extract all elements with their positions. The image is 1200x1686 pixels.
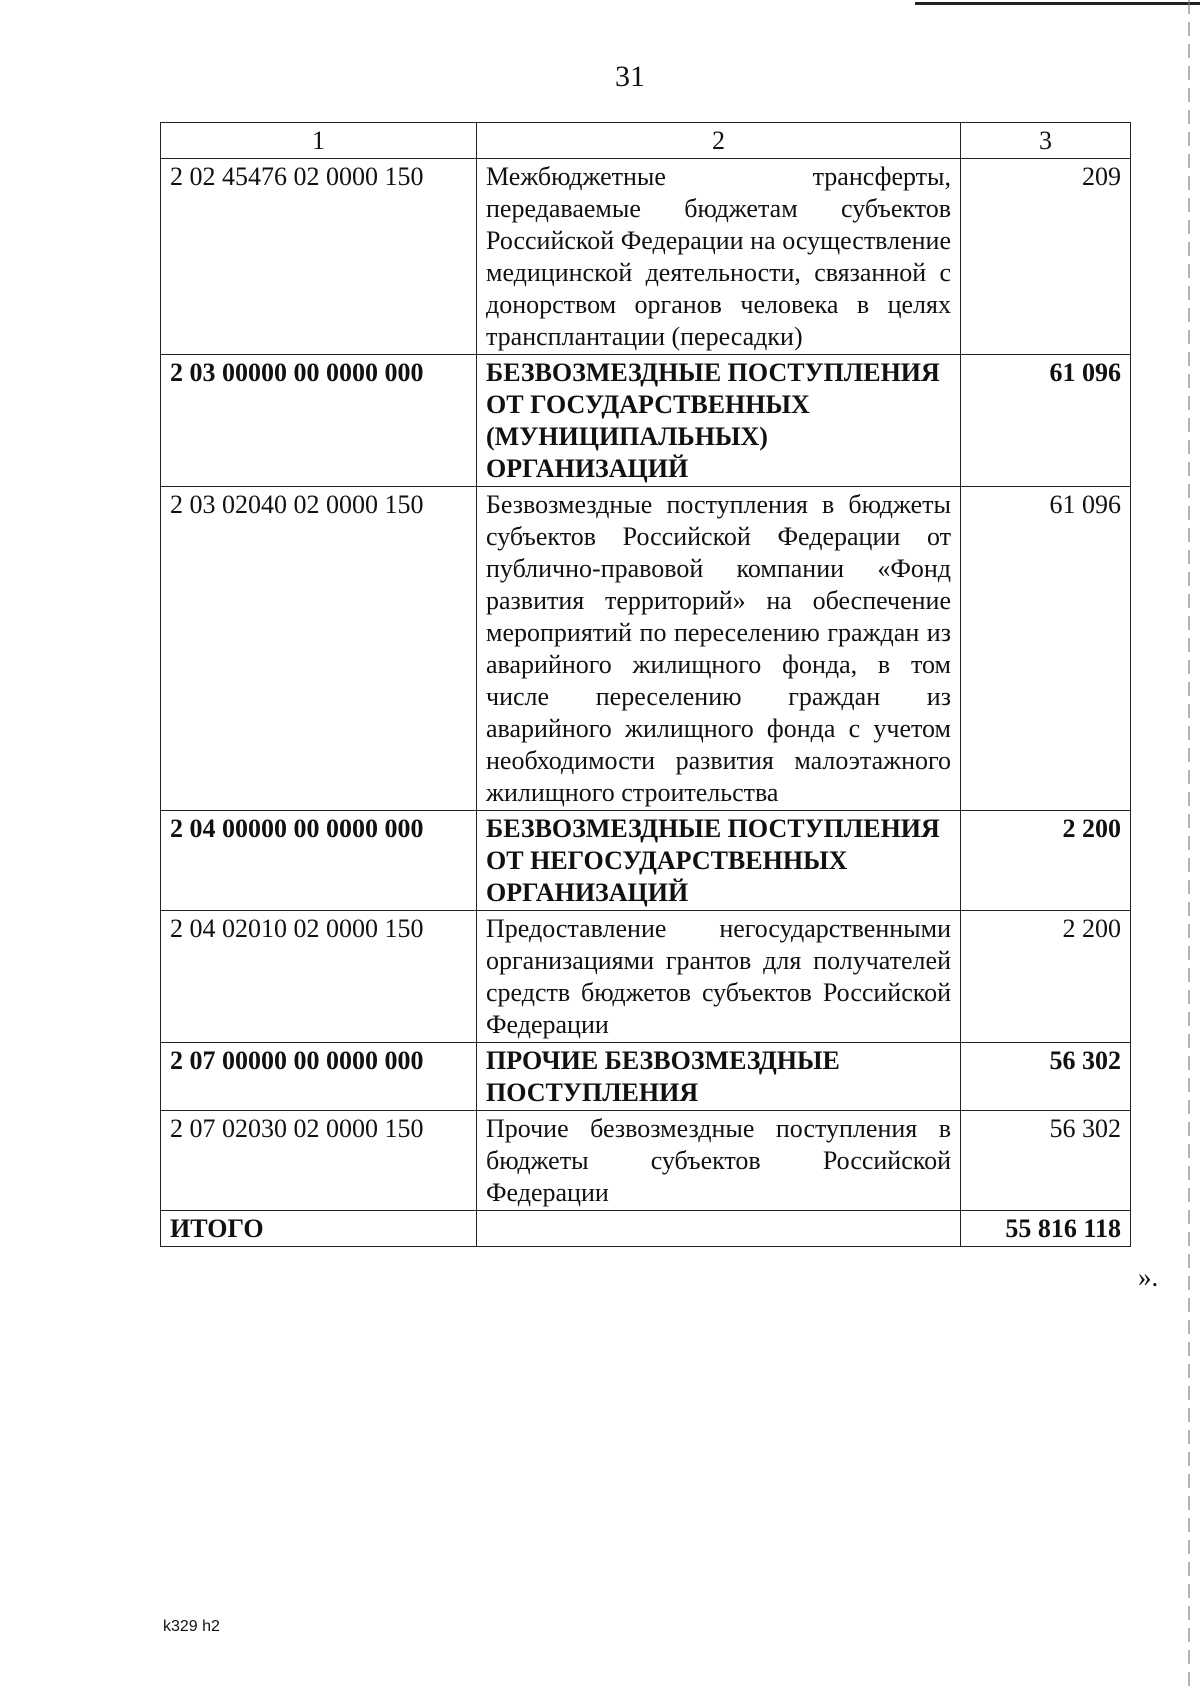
table-total-row — [161, 1211, 1131, 1247]
table-row — [161, 1111, 1131, 1211]
total-label: ИТОГО — [161, 1211, 477, 1247]
column-header-amount: 3 — [961, 123, 1131, 159]
row-name: Предоставление негосударственными организациями грантов для получателей средств бюджетов субъектов Российской Федерации — [477, 911, 961, 1043]
row-name: Безвозмездные поступления в бюджеты субъектов Российской Федерации от публично-правовой компании «Фонд развития территорий» на обеспечение мероприятий по переселению граждан из аварийного жилищного фонда, в том числе переселению граждан из аварийного жилищного фонда с учетом необходимости развития малоэтажного жилищного строительства — [477, 487, 961, 811]
column-header-name: 2 — [477, 123, 961, 159]
footer-code: k329 h2 — [163, 1618, 220, 1635]
closing-quote-mark: ». — [1138, 1262, 1159, 1292]
row-amount: 61 096 — [961, 355, 1131, 487]
scan-edge-line — [1188, 0, 1190, 1686]
row-amount: 2 200 — [961, 911, 1131, 1043]
top-edge-rule — [915, 2, 1200, 5]
column-header-code: 1 — [161, 123, 477, 159]
page-number: 31 — [615, 60, 645, 93]
budget-revenue-table — [160, 122, 1131, 1247]
table-header-row — [161, 123, 1131, 159]
table-row-section — [161, 355, 1131, 487]
row-amount: 61 096 — [961, 487, 1131, 811]
row-amount: 209 — [961, 159, 1131, 355]
table-row — [161, 911, 1131, 1043]
total-amount: 55 816 118 — [961, 1211, 1131, 1247]
row-amount: 56 302 — [961, 1043, 1131, 1111]
row-code: 2 04 02010 02 0000 150 — [161, 911, 477, 1043]
table-row — [161, 487, 1131, 811]
row-amount: 2 200 — [961, 811, 1131, 911]
row-name: Межбюджетные трансферты, передаваемые бюджетам субъектов Российской Федерации на осуществление медицинской деятельности, связанной с донорством органов человека в целях трансплантации (пересадки) — [477, 159, 961, 355]
row-code: 2 07 02030 02 0000 150 — [161, 1111, 477, 1211]
row-code: 2 03 00000 00 0000 000 — [161, 355, 477, 487]
table-row — [161, 159, 1131, 355]
row-amount: 56 302 — [961, 1111, 1131, 1211]
row-name: ПРОЧИЕ БЕЗВОЗМЕЗДНЫЕ ПОСТУПЛЕНИЯ — [477, 1043, 961, 1111]
row-code: 2 04 00000 00 0000 000 — [161, 811, 477, 911]
total-empty-cell — [477, 1211, 961, 1247]
row-code: 2 02 45476 02 0000 150 — [161, 159, 477, 355]
row-name: БЕЗВОЗМЕЗДНЫЕ ПОСТУПЛЕНИЯ ОТ НЕГОСУДАРСТВЕННЫХ ОРГАНИЗАЦИЙ — [477, 811, 961, 911]
row-name: Прочие безвозмездные поступления в бюджеты субъектов Российской Федерации — [477, 1111, 961, 1211]
row-name: БЕЗВОЗМЕЗДНЫЕ ПОСТУПЛЕНИЯ ОТ ГОСУДАРСТВЕННЫХ (МУНИЦИПАЛЬНЫХ) ОРГАНИЗАЦИЙ — [477, 355, 961, 487]
row-code: 2 03 02040 02 0000 150 — [161, 487, 477, 811]
row-code: 2 07 00000 00 0000 000 — [161, 1043, 477, 1111]
table-row-section — [161, 1043, 1131, 1111]
table-row-section — [161, 811, 1131, 911]
